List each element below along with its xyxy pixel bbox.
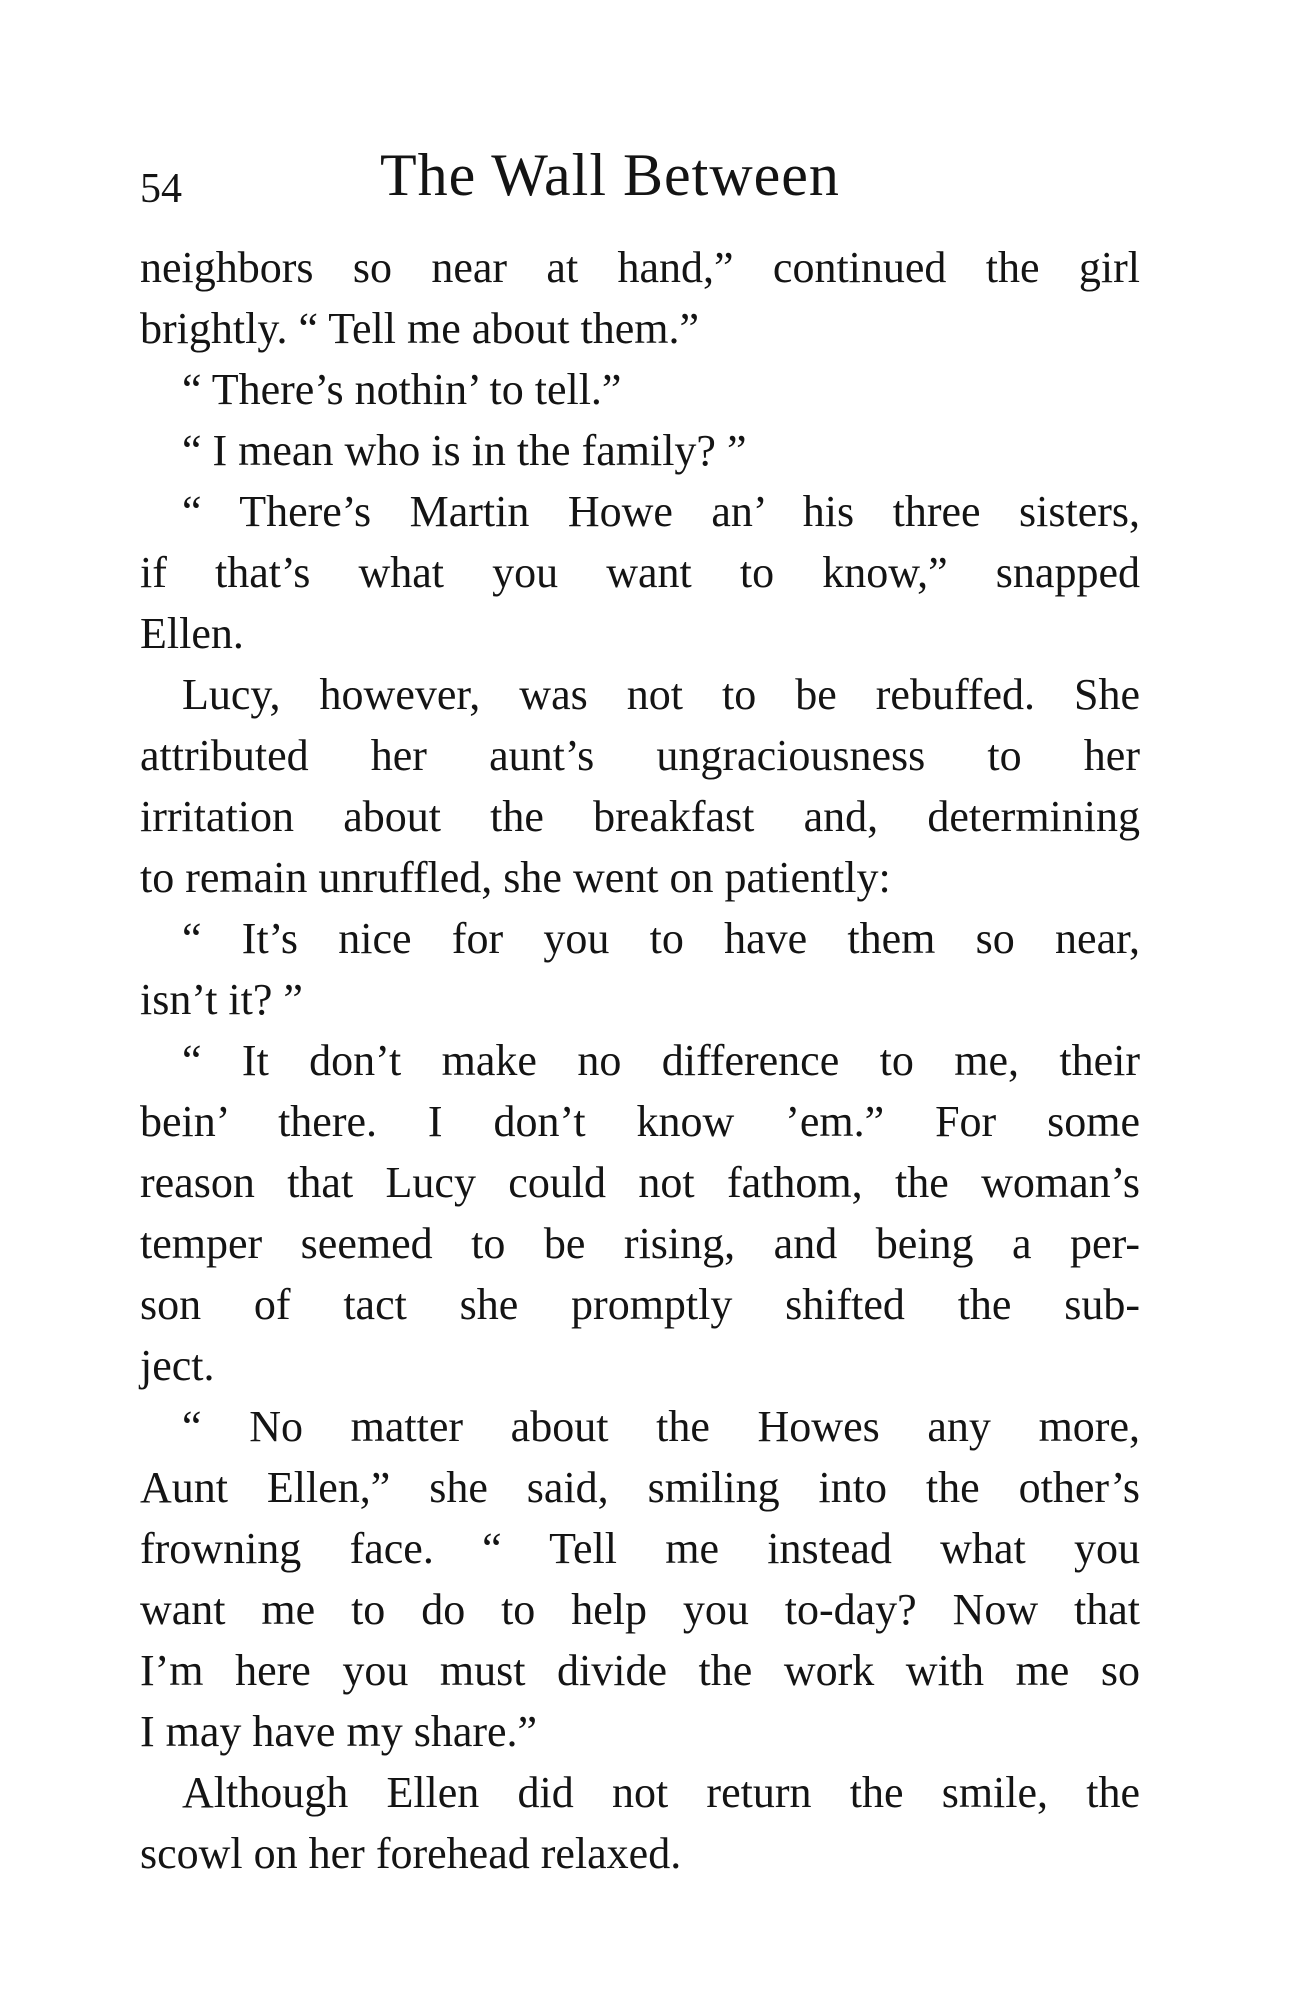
text-line: Ellen. [140,609,244,658]
text-line: “ There’s nothin’ to tell.” [182,365,622,414]
text-line: “ It’s nice for you to have them so near, [182,914,1140,963]
text-line: if that’s what you want to know,” snapped [140,548,1140,597]
running-title: The Wall Between [380,142,840,208]
text-line: reason that Lucy could not fathom, the woman’s [140,1158,1140,1207]
text-line: son of tact she promptly shifted the sub- [140,1280,1140,1329]
text-line: want me to do to help you to-day? Now that [140,1585,1140,1634]
text-line: Aunt Ellen,” she said, smiling into the other’s [140,1463,1140,1512]
page-header [140,140,1140,220]
page-number: 54 [140,166,182,212]
text-line: neighbors so near at hand,” continued the girl [140,243,1140,292]
text-line: attributed her aunt’s ungraciousness to her [140,731,1140,780]
text-line: ject. [140,1341,215,1390]
text-line: frowning face. “ Tell me instead what you [140,1524,1140,1573]
text-line: temper seemed to be rising, and being a per- [140,1219,1140,1268]
body-text [140,237,1140,1884]
text-line: scowl on her forehead relaxed. [140,1829,682,1878]
text-line: brightly. “ Tell me about them.” [140,304,700,353]
text-line: bein’ there. I don’t know ’em.” For some [140,1097,1140,1146]
text-line: “ I mean who is in the family? ” [182,426,747,475]
text-line: “ It don’t make no difference to me, their [182,1036,1140,1085]
text-line: I’m here you must divide the work with me so [140,1646,1140,1695]
text-line: Although Ellen did not return the smile, the [182,1768,1140,1817]
text-line: I may have my share.” [140,1707,538,1756]
text-line: Lucy, however, was not to be rebuffed. She [182,670,1140,719]
text-line: isn’t it? ” [140,975,303,1024]
text-line: to remain unruffled, she went on patiently: [140,853,891,902]
text-line: “ No matter about the Howes any more, [182,1402,1140,1451]
text-line: irritation about the breakfast and, determining [140,792,1140,841]
text-line: “ There’s Martin Howe an’ his three sisters, [182,487,1140,536]
